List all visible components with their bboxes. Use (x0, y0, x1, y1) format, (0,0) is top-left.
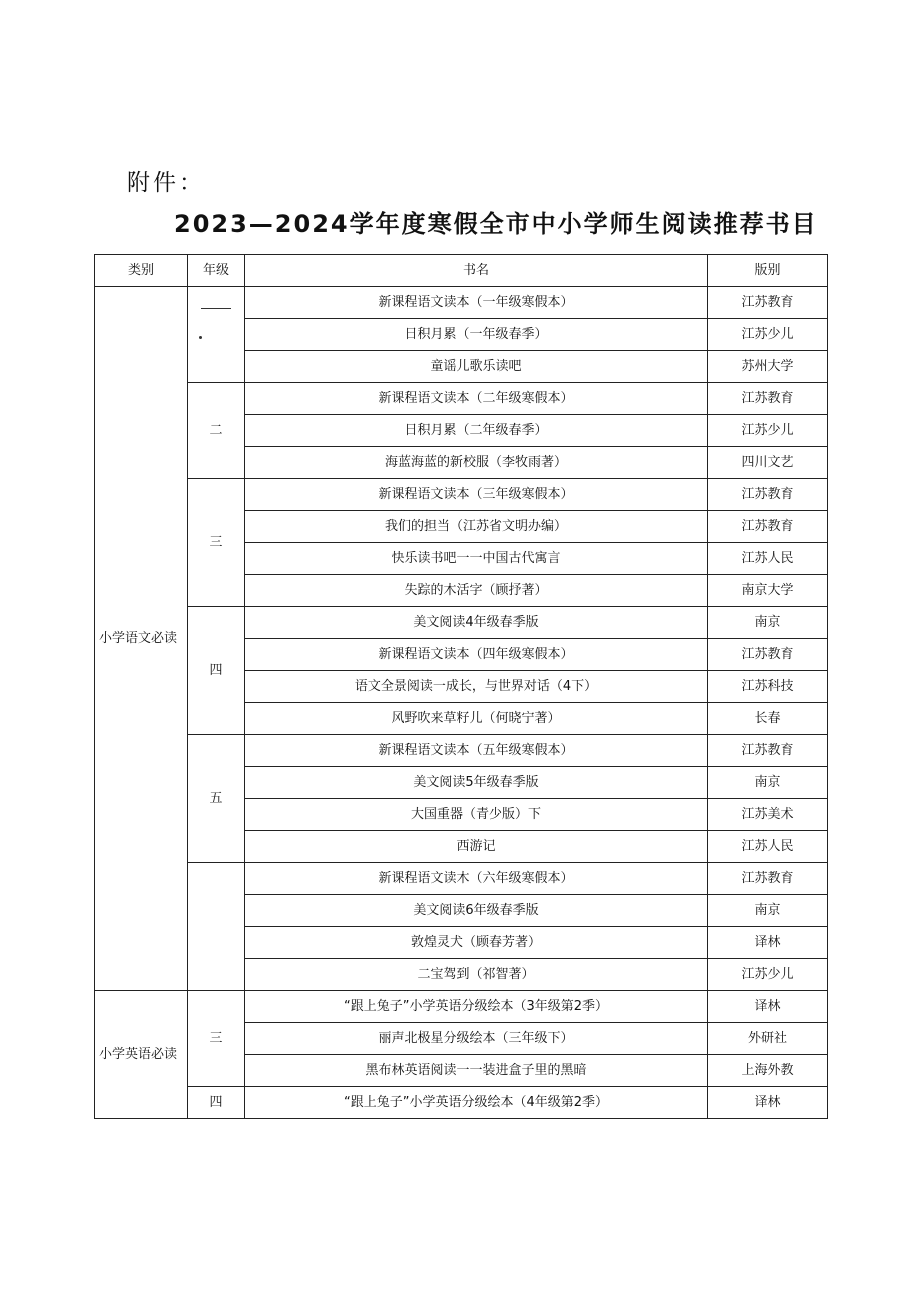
grade-cell (188, 287, 245, 383)
publisher-cell: 四川文艺 (708, 447, 828, 479)
publisher-cell: 江苏教育 (708, 479, 828, 511)
book-title-cell: 美文阅读5年级春季版 (245, 767, 708, 799)
publisher-cell: 译林 (708, 927, 828, 959)
header-category: 类别 (95, 255, 188, 287)
book-title-cell: 我们的担当（江苏省文明办编） (245, 511, 708, 543)
grade-cell: 五 (188, 735, 245, 863)
book-title-cell: 美文阅读6年级春季版 (245, 895, 708, 927)
book-title-cell: 丽声北极星分级绘本（三年级下） (245, 1023, 708, 1055)
publisher-cell: 江苏教育 (708, 383, 828, 415)
book-title-cell: 海蓝海蓝的新校服（李牧雨著） (245, 447, 708, 479)
publisher-cell: 译林 (708, 1087, 828, 1119)
table-header-row (95, 255, 828, 287)
attachment-label: 附件： (127, 170, 205, 196)
publisher-cell: 江苏少儿 (708, 319, 828, 351)
publisher-cell: 江苏教育 (708, 735, 828, 767)
publisher-cell: 江苏人民 (708, 831, 828, 863)
header-book: 书名 (245, 255, 708, 287)
grade-cell: 三 (188, 479, 245, 607)
category-cell: 小学英语必读 (95, 991, 188, 1119)
grade-cell: 二 (188, 383, 245, 479)
book-title-cell: 新课程语文读本（三年级寒假本） (245, 479, 708, 511)
grade-cell: 三 (188, 991, 245, 1087)
book-title-cell: 新课程语文读木（六年级寒假本） (245, 863, 708, 895)
publisher-cell: 江苏教育 (708, 863, 828, 895)
grade-one-mark (199, 322, 233, 342)
book-title-cell: 新课程语文读本（五年级寒假本） (245, 735, 708, 767)
table-row (95, 383, 828, 415)
publisher-cell: 长春 (708, 703, 828, 735)
grade-cell: 四 (188, 607, 245, 735)
publisher-cell: 南京大学 (708, 575, 828, 607)
book-title-cell: 风野吹来草籽儿（何晓宁著） (245, 703, 708, 735)
publisher-cell: 南京 (708, 767, 828, 799)
table-row (95, 863, 828, 895)
publisher-cell: 南京 (708, 607, 828, 639)
publisher-cell: 上海外教 (708, 1055, 828, 1087)
publisher-cell: 江苏美术 (708, 799, 828, 831)
book-title-cell: “跟上兔子”小学英语分级绘本（4年级第2季） (245, 1087, 708, 1119)
publisher-cell: 译林 (708, 991, 828, 1023)
header-publisher: 版别 (708, 255, 828, 287)
book-title-cell: 失踪的木活字（顾抒著） (245, 575, 708, 607)
table-row (95, 991, 828, 1023)
book-title-cell: 语文全景阅读一成长，与世界对话（4下） (245, 671, 708, 703)
grade-cell: 四 (188, 1087, 245, 1119)
book-title-cell: 日积月累（一年级春季） (245, 319, 708, 351)
book-title-cell: 二宝驾到（祁智著） (245, 959, 708, 991)
category-cell: 小学语文必读 (95, 287, 188, 991)
table-body (95, 287, 828, 1119)
header-grade: 年级 (188, 255, 245, 287)
reading-list-table (94, 254, 828, 1119)
publisher-cell: 外研社 (708, 1023, 828, 1055)
publisher-cell: 南京 (708, 895, 828, 927)
publisher-cell: 江苏教育 (708, 639, 828, 671)
publisher-cell: 江苏少儿 (708, 959, 828, 991)
book-title-cell: 新课程语文读本（四年级寒假本） (245, 639, 708, 671)
table-row (95, 479, 828, 511)
grade-cell (188, 863, 245, 991)
book-title-cell: 童谣儿歌乐读吧 (245, 351, 708, 383)
publisher-cell: 苏州大学 (708, 351, 828, 383)
publisher-cell: 江苏教育 (708, 287, 828, 319)
book-title-cell: 快乐读书吧一一中国古代寓言 (245, 543, 708, 575)
book-title-cell: 西游记 (245, 831, 708, 863)
publisher-cell: 江苏教育 (708, 511, 828, 543)
publisher-cell: 江苏人民 (708, 543, 828, 575)
book-title-cell: 大国重器（青少版）下 (245, 799, 708, 831)
book-title-cell: 黑布林英语阅读一一装进盒子里的黑暗 (245, 1055, 708, 1087)
book-title-cell: 新课程语文读本（二年级寒假本） (245, 383, 708, 415)
table-row (95, 287, 828, 319)
document-title: 2023—2024学年度寒假全市中小学师生阅读推荐书目 (174, 210, 818, 238)
publisher-cell: 江苏少儿 (708, 415, 828, 447)
book-title-cell: “跟上兔子”小学英语分级绘本（3年级第2季） (245, 991, 708, 1023)
book-title-cell: 敦煌灵犬（顾春芳著） (245, 927, 708, 959)
book-title-cell: 日积月累（二年级春季） (245, 415, 708, 447)
publisher-cell: 江苏科技 (708, 671, 828, 703)
table-row (95, 735, 828, 767)
book-title-cell: 新课程语文读本（一年级寒假本） (245, 287, 708, 319)
table-row (95, 607, 828, 639)
table-row (95, 1087, 828, 1119)
book-title-cell: 美文阅读4年级春季版 (245, 607, 708, 639)
